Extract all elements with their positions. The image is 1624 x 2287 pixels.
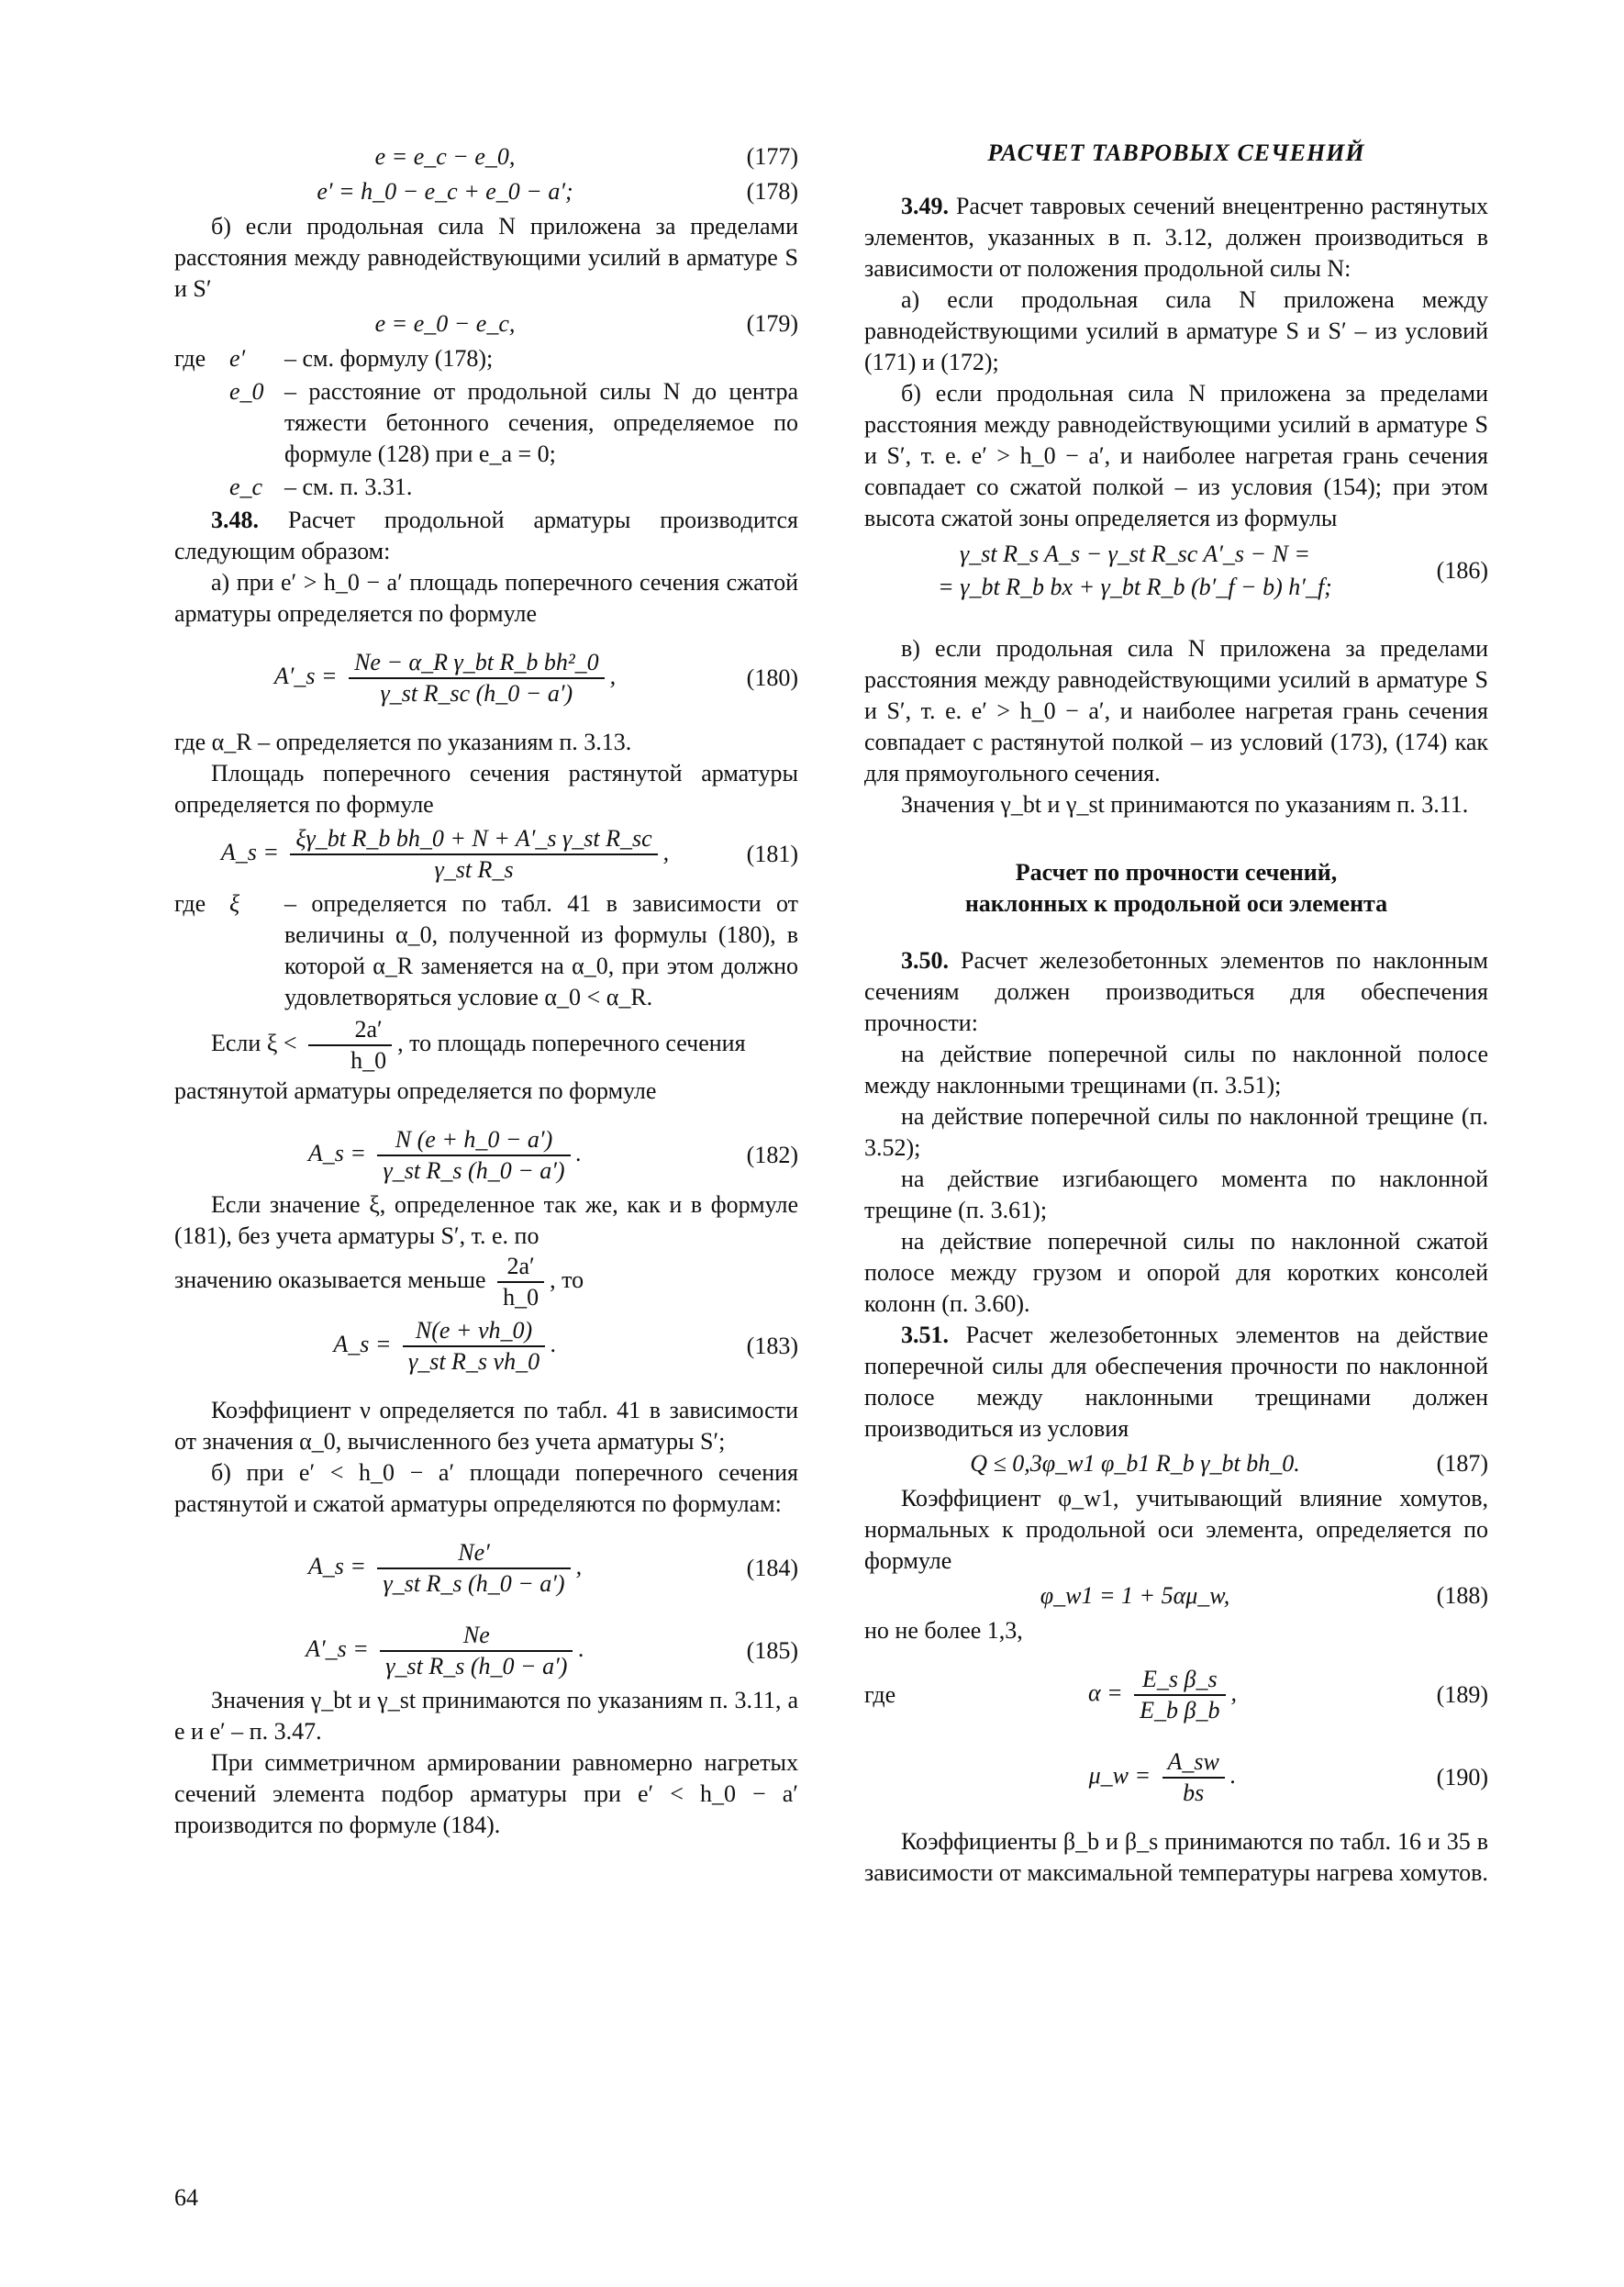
list-item: на действие поперечной силы по наклонной полосе между наклонными трещинами (п. 3.51); <box>864 1041 1488 1099</box>
paragraph-a: а) если продольная сила N приложена между равнодействующими усилий в арматуре S и S′ – из условий (171) и (172); <box>864 286 1488 375</box>
where-item: где e′ – см. формулу (178); <box>174 345 494 372</box>
list-item: на действие поперечной силы по наклонной сжатой полосе между грузом и опорой для коротких консолей колонн (п. 3.60). <box>864 1228 1488 1317</box>
paragraph-symmetric: При симметричном армировании равномерно нагретых сечений элемента подбор арматуры при e′ < h_0 − a′ производится по формуле (184). <box>174 1749 798 1838</box>
equation-188 <box>864 1580 1488 1612</box>
paragraph-no-more: но не более 1,3, <box>864 1617 1023 1644</box>
equation-number: (183) <box>746 1333 798 1359</box>
paragraph-if-continued: растянутой арматуры определяется по формуле <box>174 1077 657 1104</box>
equation-number: (190) <box>1436 1764 1488 1791</box>
equation-number: (179) <box>746 310 798 337</box>
formula: e′ = h_0 − e_c + e_0 − a′; <box>317 178 573 205</box>
paragraph-alpha-r: где α_R – определяется по указаниям п. 3.13. <box>174 729 632 755</box>
equation-number: (181) <box>746 841 798 867</box>
paragraph-beta: Коэффициенты β_b и β_s принимаются по табл. 16 и 35 в зависимости от максимальной температуры нагрева хомутов. <box>864 1828 1488 1886</box>
equation-number: (189) <box>1436 1681 1488 1708</box>
paragraph-gamma: Значения γ_bt и γ_st принимаются по указаниям п. 3.11. <box>901 791 1469 818</box>
page-number: 64 <box>174 2184 198 2211</box>
paragraph-a: а) при e′ > h_0 − a′ площадь поперечного сечения сжатой арматуры определяется по формуле <box>174 569 798 627</box>
equation-number: (184) <box>746 1555 798 1581</box>
formula: e = e_c − e_0, <box>374 143 516 170</box>
section-heading: РАСЧЕТ ТАВРОВЫХ СЕЧЕНИЙ <box>987 139 1365 166</box>
equation-186: γ_st R_s A_s − γ_st R_sc A′_s − N = = γ_bt R_b bx + γ_bt R_b (b′_f − b) h′_f; (186) <box>938 541 1488 600</box>
paragraph-as: Площадь поперечного сечения растянутой арматуры определяется по формуле <box>174 760 798 818</box>
left-column <box>174 138 798 1841</box>
paragraph-b: б) если продольная сила N приложена за пределами расстояния между равнодействующими усилий в арматуре S и S′, т. е. e′ > h_0 − a′, и наиболее нагретая грань сечения совпадает со сжатой полкой – из условия (154); при этом высота сжатой зоны определяется из формулы <box>864 380 1488 531</box>
equation-179 <box>174 308 798 340</box>
equation-190: μ_w = $\frac{A\_sw}{bs}$ . (190) <box>1088 1748 1488 1806</box>
equation-185: A′_s = $\frac{Ne}{\text{γ\_st R\_s (h\_0 − a′)}}$ . (185) <box>306 1622 798 1679</box>
equation-number: (188) <box>1436 1582 1488 1609</box>
where-item: где ξ – определяется по табл. 41 в зависимости от величины α_0, полученной из формулы (180), в которой α_R заменяется на α_0, при этом должно удовлетворяться условие α_0 < α_R. <box>174 890 798 1010</box>
paragraph-xi: Если значение ξ, определенное так же, как и в формуле (181), без учета арматуры S′, т. е. по <box>174 1191 798 1249</box>
formula: Q ≤ 0,3φ_w1 φ_b1 R_b γ_bt bh_0. <box>970 1450 1300 1477</box>
paragraph-xi-continued: значению оказывается меньше $\frac{2a'}{h\_0}$ , то <box>174 1253 584 1311</box>
list-item: на действие изгибающего момента по наклонной трещине (п. 3.61); <box>864 1166 1488 1223</box>
section-3-51: 3.51. Расчет железобетонных элементов на действие поперечной силы для обеспечения прочности по наклонной полосе между наклонными трещинами должен производиться из условия <box>864 1322 1488 1442</box>
section-3-50: 3.50. Расчет железобетонных элементов по наклонным сечениям должен производиться для обеспечения прочности: <box>864 947 1489 1036</box>
equation-180: A′_s = $\frac{\text{Ne − α\_R γ\_bt R\_b bh²\_0}}{\text{γ\_st R\_sc (h\_0 − a′)}}$ , (180) <box>273 649 798 707</box>
section-3-48: 3.48. Расчет продольной арматуры производится следующим образом: <box>174 507 798 564</box>
formula: φ_w1 = 1 + 5αμ_w, <box>1040 1582 1230 1609</box>
paragraph-phi: Коэффициент φ_w1, учитывающий влияние хомутов, нормальных к продольной оси элемента, определяется по формуле <box>864 1485 1488 1574</box>
list-item: на действие поперечной силы по наклонной трещине (п. 3.52); <box>864 1103 1488 1161</box>
equation-187 <box>864 1448 1488 1479</box>
right-column <box>864 138 1488 1889</box>
where-item: e_0 – расстояние от продольной силы N до центра тяжести бетонного сечения, определяемое по формуле (128) при e_a = 0; <box>229 378 798 467</box>
formula: e = e_0 − e_c, <box>374 310 516 337</box>
equation-182: A_s = $\frac{N (e + h\_0 - a')}{\text{γ\_st R\_s (h\_0 − a′)}}$ . (182) <box>307 1126 798 1184</box>
where-item: e_c – см. п. 3.31. <box>229 474 413 500</box>
paragraph-if: Если ξ < $\frac{2a'}{h\_0}$ , то площадь поперечного сечения <box>211 1016 746 1074</box>
equation-number: (185) <box>746 1637 798 1664</box>
paragraph-gamma: Значения γ_bt и γ_st принимаются по указаниям п. 3.11, а e и e′ – п. 3.47. <box>174 1687 798 1745</box>
equation-number: (180) <box>746 664 798 691</box>
equation-number: (182) <box>746 1142 798 1168</box>
equation-number: (178) <box>746 178 798 205</box>
equation-number: (187) <box>1436 1450 1488 1477</box>
section-3-49: 3.49. Расчет тавровых сечений внецентренно растянутых элементов, указанных в п. 3.12, должен производиться в зависимости от положения продольной силы N: <box>864 193 1488 282</box>
paragraph-nu: Коэффициент ν определяется по табл. 41 в зависимости от значения α_0, вычисленного без учета арматуры S′; <box>174 1397 798 1455</box>
paragraph-b2: б) при e′ < h_0 − a′ площади поперечного сечения растянутой и сжатой арматуры определяются по формулам: <box>174 1459 798 1517</box>
equation-184: A_s = $\frac{Ne'}{\text{γ\_st R\_s (h\_0 − a′)}}$ , (184) <box>307 1539 798 1597</box>
paragraph-v: в) если продольная сила N приложена за пределами расстояния между равнодействующими усилий в арматуре S и S′, т. е. e′ > h_0 − a′, и наиболее нагретая грань сечения совпадает с растянутой полкой – из условий (173), (174) как для прямоугольного сечения. <box>864 635 1488 787</box>
equation-189: где α = $\frac{\text{E\_s β\_s}}{\text{E\_b β\_b}}$ , (189) <box>864 1666 1488 1724</box>
subsection-heading: Расчет по прочности сечений, наклонных к продольной оси элемента <box>964 859 1388 917</box>
equation-181: A_s = $\frac{\text{ξγ\_bt R\_b bh\_0 + N + A′\_s γ\_st R\_sc}}{\text{γ\_st R\_s}}$ , (181) <box>220 825 798 883</box>
equation-number: (186) <box>1436 557 1488 584</box>
equation-178 <box>174 176 798 207</box>
equation-177 <box>174 141 798 173</box>
equation-183: A_s = $\frac{N(e + \nu h\_0)}{\text{γ\_st R\_s νh\_0}}$ . (183) <box>333 1317 798 1375</box>
equation-number: (177) <box>746 143 798 170</box>
paragraph-b: б) если продольная сила N приложена за пределами расстояния между равнодействующими усилий в арматуре S и S′ <box>174 213 798 302</box>
